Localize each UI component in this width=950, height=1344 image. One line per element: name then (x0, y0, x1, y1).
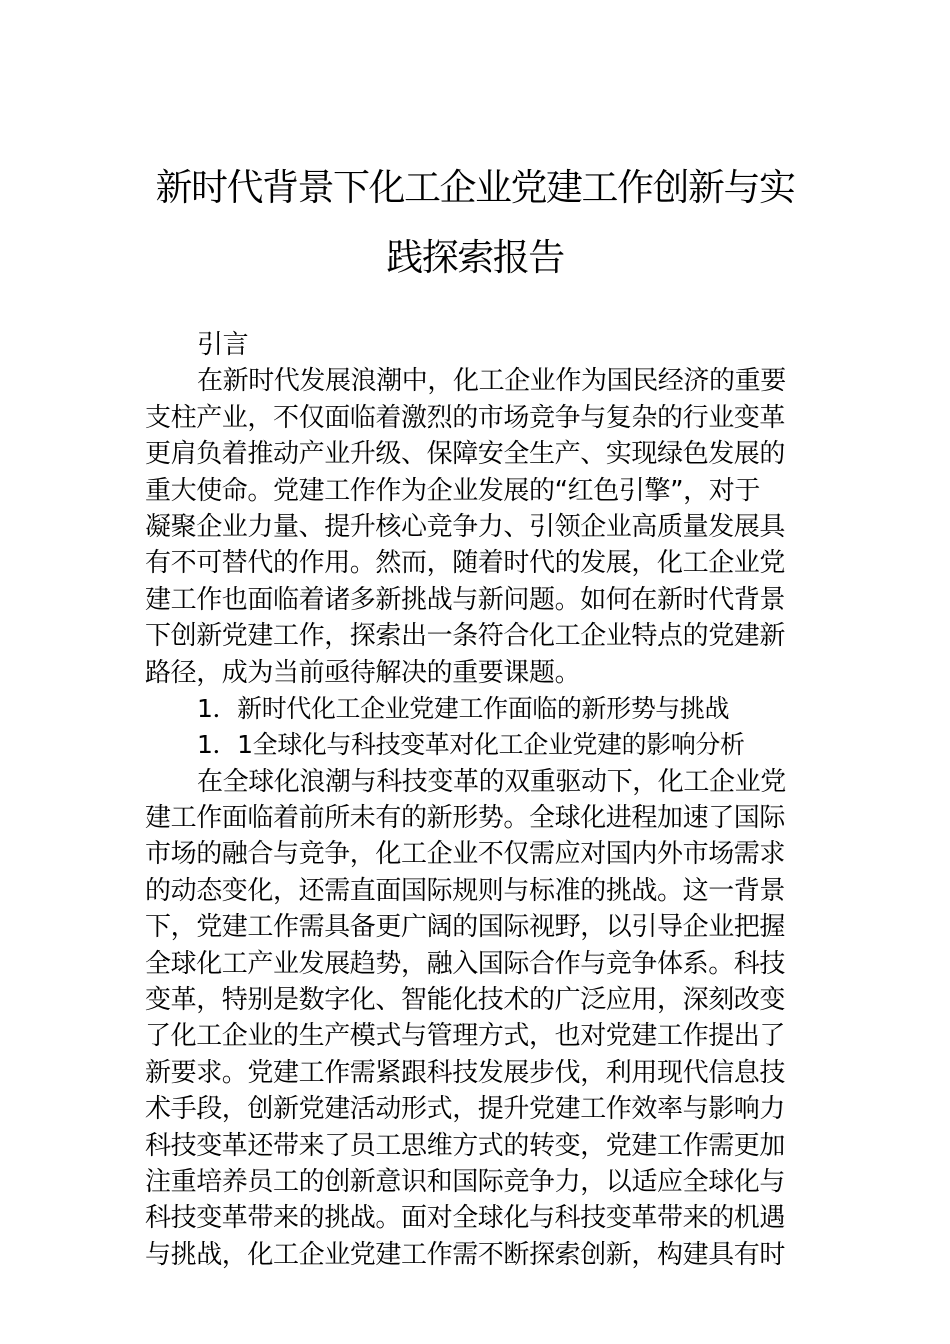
paragraph-line: 重大使命。党建工作作为企业发展的“红色引擎”，对于 (145, 475, 760, 506)
paragraph-line: 建工作也面临着诸多新挑战与新问题。如何在新时代背景 (145, 584, 786, 615)
paragraph-line: 凝聚企业力量、提升核心竞争力、引领企业高质量发展具 (145, 511, 786, 542)
paragraph-line: 的动态变化，还需直面国际规则与标准的挑战。这一背景 (145, 875, 786, 906)
paragraph-line: 路径，成为当前亟待解决的重要课题。 (145, 657, 581, 688)
paragraph-line: 下创新党建工作，探索出一条符合化工企业特点的党建新 (145, 621, 786, 652)
paragraph-line: 全球化工产业发展趋势，融入国际合作与竞争体系。科技 (145, 948, 786, 979)
paragraph-line: 市场的融合与竞争，化工企业不仅需应对国内外市场需求 (145, 839, 786, 870)
paragraph-line: 建工作面临着前所未有的新形势。全球化进程加速了国际 (145, 803, 786, 834)
paragraph-line: 下，党建工作需具备更广阔的国际视野，以引导企业把握 (145, 912, 786, 943)
paragraph-line: 更肩负着推动产业升级、保障安全生产、实现绿色发展的 (145, 439, 786, 470)
document-title-line-2: 践探索报告 (386, 236, 564, 279)
section-heading: 1．新时代化工企业党建工作面临的新形势与挑战 (197, 693, 730, 723)
paragraph-line: 引言 (197, 330, 249, 360)
document-title-line-1: 新时代背景下化工企业党建工作创新与实 (155, 166, 795, 209)
paragraph-line: 支柱产业，不仅面临着激烈的市场竞争与复杂的行业变革 (145, 402, 786, 433)
paragraph-line: 在全球化浪潮与科技变革的双重驱动下，化工企业党 (197, 766, 786, 797)
paragraph-line: 新要求。党建工作需紧跟科技发展步伐，利用现代信息技 (145, 1057, 786, 1088)
document-body (145, 327, 810, 1273)
paragraph-line: 变革，特别是数字化、智能化技术的广泛应用，深刻改变 (145, 985, 786, 1016)
paragraph-line: 与挑战，化工企业党建工作需不断探索创新，构建具有时 (145, 1239, 786, 1270)
paragraph-line: 术手段，创新党建活动形式，提升党建工作效率与影响力 (145, 1094, 786, 1125)
paragraph-line: 注重培养员工的创新意识和国际竞争力，以适应全球化与 (145, 1166, 786, 1197)
paragraph-line: 有不可替代的作用。然而，随着时代的发展，化工企业党 (145, 548, 786, 579)
section-heading: 1．1全球化与科技变革对化工企业党建的影响分析 (197, 730, 745, 760)
paragraph-line: 科技变革还带来了员工思维方式的转变，党建工作需更加 (145, 1130, 786, 1161)
paragraph-line: 了化工企业的生产模式与管理方式，也对党建工作提出了 (145, 1021, 786, 1052)
paragraph-line: 科技变革带来的挑战。面对全球化与科技变革带来的机遇 (145, 1203, 786, 1234)
paragraph-line: 在新时代发展浪潮中，化工企业作为国民经济的重要 (197, 366, 786, 397)
